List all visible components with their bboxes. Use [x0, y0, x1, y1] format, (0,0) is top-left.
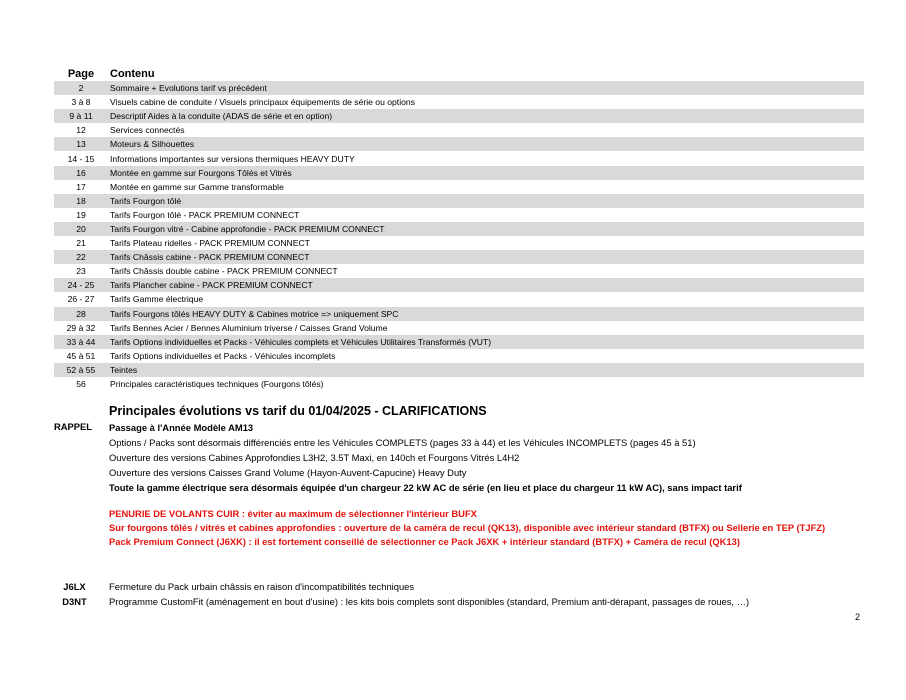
warning-line: PENURIE DE VOLANTS CUIR : éviter au maximum de sélectionner l'intérieur BUFX	[109, 508, 477, 519]
toc-row	[54, 123, 864, 137]
toc-row	[54, 166, 864, 180]
toc-content: Tarifs Fourgon vitré - Cabine approfondie - PACK PREMIUM CONNECT	[110, 223, 385, 234]
code-text: Fermeture du Pack urbain châssis en raison d'incompatibilités techniques	[109, 581, 415, 592]
toc-row	[54, 363, 864, 377]
toc-page: 2	[78, 83, 84, 94]
toc-content: Tarifs Plateau ridelles - PACK PREMIUM CONNECT	[110, 238, 310, 249]
toc-row	[54, 151, 864, 165]
evolutions-title: Principales évolutions vs tarif du 01/04/2025 - CLARIFICATIONS	[109, 404, 487, 418]
toc-rows	[54, 81, 864, 391]
toc-row	[54, 250, 864, 264]
warning-line: Pack Premium Connect (J6XK) : il est fortement conseillé de sélectionner ce Pack J6XK + intérieur standard (BTFX) + Caméra de recul (QK13)	[109, 536, 740, 547]
toc-row	[54, 222, 864, 236]
toc-row	[54, 292, 864, 306]
warnings-block	[109, 507, 849, 549]
toc-content: Tarifs Options individuelles et Packs - Véhicules incomplets	[110, 350, 336, 361]
toc-row	[54, 81, 864, 95]
toc-page: 24 - 25	[67, 280, 95, 291]
toc-page: 21	[76, 238, 86, 249]
toc-page: 13	[76, 139, 86, 150]
table-of-contents	[54, 66, 864, 391]
toc-content: Montée en gamme sur Fourgons Tôlés et Vitrés	[110, 167, 292, 178]
toc-page: 12	[76, 125, 86, 136]
toc-content: Tarifs Châssis double cabine - PACK PREMIUM CONNECT	[110, 266, 338, 277]
code-row	[54, 579, 854, 594]
toc-page: 52 à 55	[66, 364, 96, 375]
evolution-line: Ouverture des versions Cabines Approfondies L3H2, 3.5T Maxi, en 140ch et Fourgons Vitrés L4H2	[109, 452, 520, 463]
toc-content: Sommaire + Evolutions tarif vs précédent	[110, 83, 267, 94]
evolution-line: Options / Packs sont désormais différenciés entre les Véhicules COMPLETS (pages 33 à 44) et les Véhicules INCOMPLETS (pages 45 à 51)	[109, 437, 696, 448]
toc-content: Tarifs Fourgons tôlés HEAVY DUTY & Cabines motrice => uniquement SPC	[110, 308, 399, 319]
rappel-label: RAPPEL	[54, 421, 93, 432]
toc-page: 20	[76, 223, 86, 234]
toc-row	[54, 264, 864, 278]
toc-row	[54, 236, 864, 250]
toc-row	[54, 307, 864, 321]
toc-page: 16	[76, 167, 86, 178]
toc-header-page: Page	[67, 68, 95, 80]
toc-content: Tarifs Fourgon tôlé	[110, 195, 182, 206]
toc-header	[54, 66, 864, 80]
page-number: 2	[855, 612, 861, 622]
toc-row	[54, 180, 864, 194]
toc-page: 9 à 11	[69, 111, 93, 122]
toc-content: Montée en gamme sur Gamme transformable	[110, 181, 284, 192]
code-label: D3NT	[62, 596, 87, 607]
toc-page: 33 à 44	[66, 336, 96, 347]
toc-header-content: Contenu	[110, 68, 155, 80]
code-row	[54, 594, 854, 609]
toc-content: Principales caractéristiques techniques (Fourgons tôlés)	[110, 379, 324, 390]
toc-row	[54, 377, 864, 391]
toc-page: 26 - 27	[67, 294, 95, 305]
toc-row	[54, 321, 864, 335]
evolutions-section	[109, 404, 869, 495]
toc-content: Services connectés	[110, 125, 185, 136]
toc-page: 45 à 51	[66, 350, 96, 361]
toc-content: Tarifs Gamme électrique	[110, 294, 204, 305]
toc-content: Informations importantes sur versions thermiques HEAVY DUTY	[110, 153, 355, 164]
toc-row	[54, 194, 864, 208]
toc-row	[54, 349, 864, 363]
code-label: J6LX	[63, 581, 86, 592]
toc-row	[54, 278, 864, 292]
toc-page: 17	[76, 181, 86, 192]
toc-row	[54, 335, 864, 349]
codes-block	[54, 579, 854, 609]
toc-content: Tarifs Bennes Acier / Bennes Aluminium triverse / Caisses Grand Volume	[110, 322, 388, 333]
evolution-bold-line: Toute la gamme électrique sera désormais équipée d'un chargeur 22 kW AC de série (en lieu et place du chargeur 11 kW AC), sans impact tarif	[109, 482, 742, 493]
toc-page: 28	[76, 308, 86, 319]
toc-content: Tarifs Châssis cabine - PACK PREMIUM CONNECT	[110, 252, 310, 263]
toc-content: Tarifs Fourgon tôlé - PACK PREMIUM CONNECT	[110, 209, 300, 220]
toc-page: 14 - 15	[67, 153, 95, 164]
toc-content: Tarifs Options individuelles et Packs - Véhicules complets et Véhicules Utilitaires Transformés (VUT)	[110, 336, 492, 347]
toc-row	[54, 137, 864, 151]
toc-page: 56	[76, 379, 86, 390]
toc-page: 19	[76, 209, 86, 220]
code-text: Programme CustomFit (aménagement en bout d'usine) : les kits bois complets sont disponibles (standard, Premium anti-dérapant, passages de roues, …)	[109, 596, 750, 607]
evolution-line: Ouverture des versions Caisses Grand Volume (Hayon-Auvent-Capucine) Heavy Duty	[109, 467, 467, 478]
warning-line: Sur fourgons tôlés / vitrés et cabines approfondies : ouverture de la caméra de recul (QK13), disponible avec intérieur standard (BTFX) ou Sellerie en TEP (TJFZ)	[109, 522, 826, 533]
toc-row	[54, 109, 864, 123]
toc-page: 18	[76, 195, 86, 206]
toc-row	[54, 95, 864, 109]
toc-page: 3 à 8	[71, 97, 91, 108]
toc-row	[54, 208, 864, 222]
toc-content: Descriptif Aides à la conduite (ADAS de série et en option)	[110, 111, 333, 122]
evolutions-subtitle: Passage à l'Année Modèle AM13	[109, 422, 254, 433]
toc-content: Moteurs & Silhouettes	[110, 139, 195, 150]
toc-page: 29 à 32	[66, 322, 96, 333]
toc-content: Tarifs Plancher cabine - PACK PREMIUM CONNECT	[110, 280, 313, 291]
toc-page: 23	[76, 266, 86, 277]
toc-content: Teintes	[110, 364, 138, 375]
toc-content: Visuels cabine de conduite / Visuels principaux équipements de série ou options	[110, 97, 415, 108]
toc-page: 22	[76, 252, 86, 263]
